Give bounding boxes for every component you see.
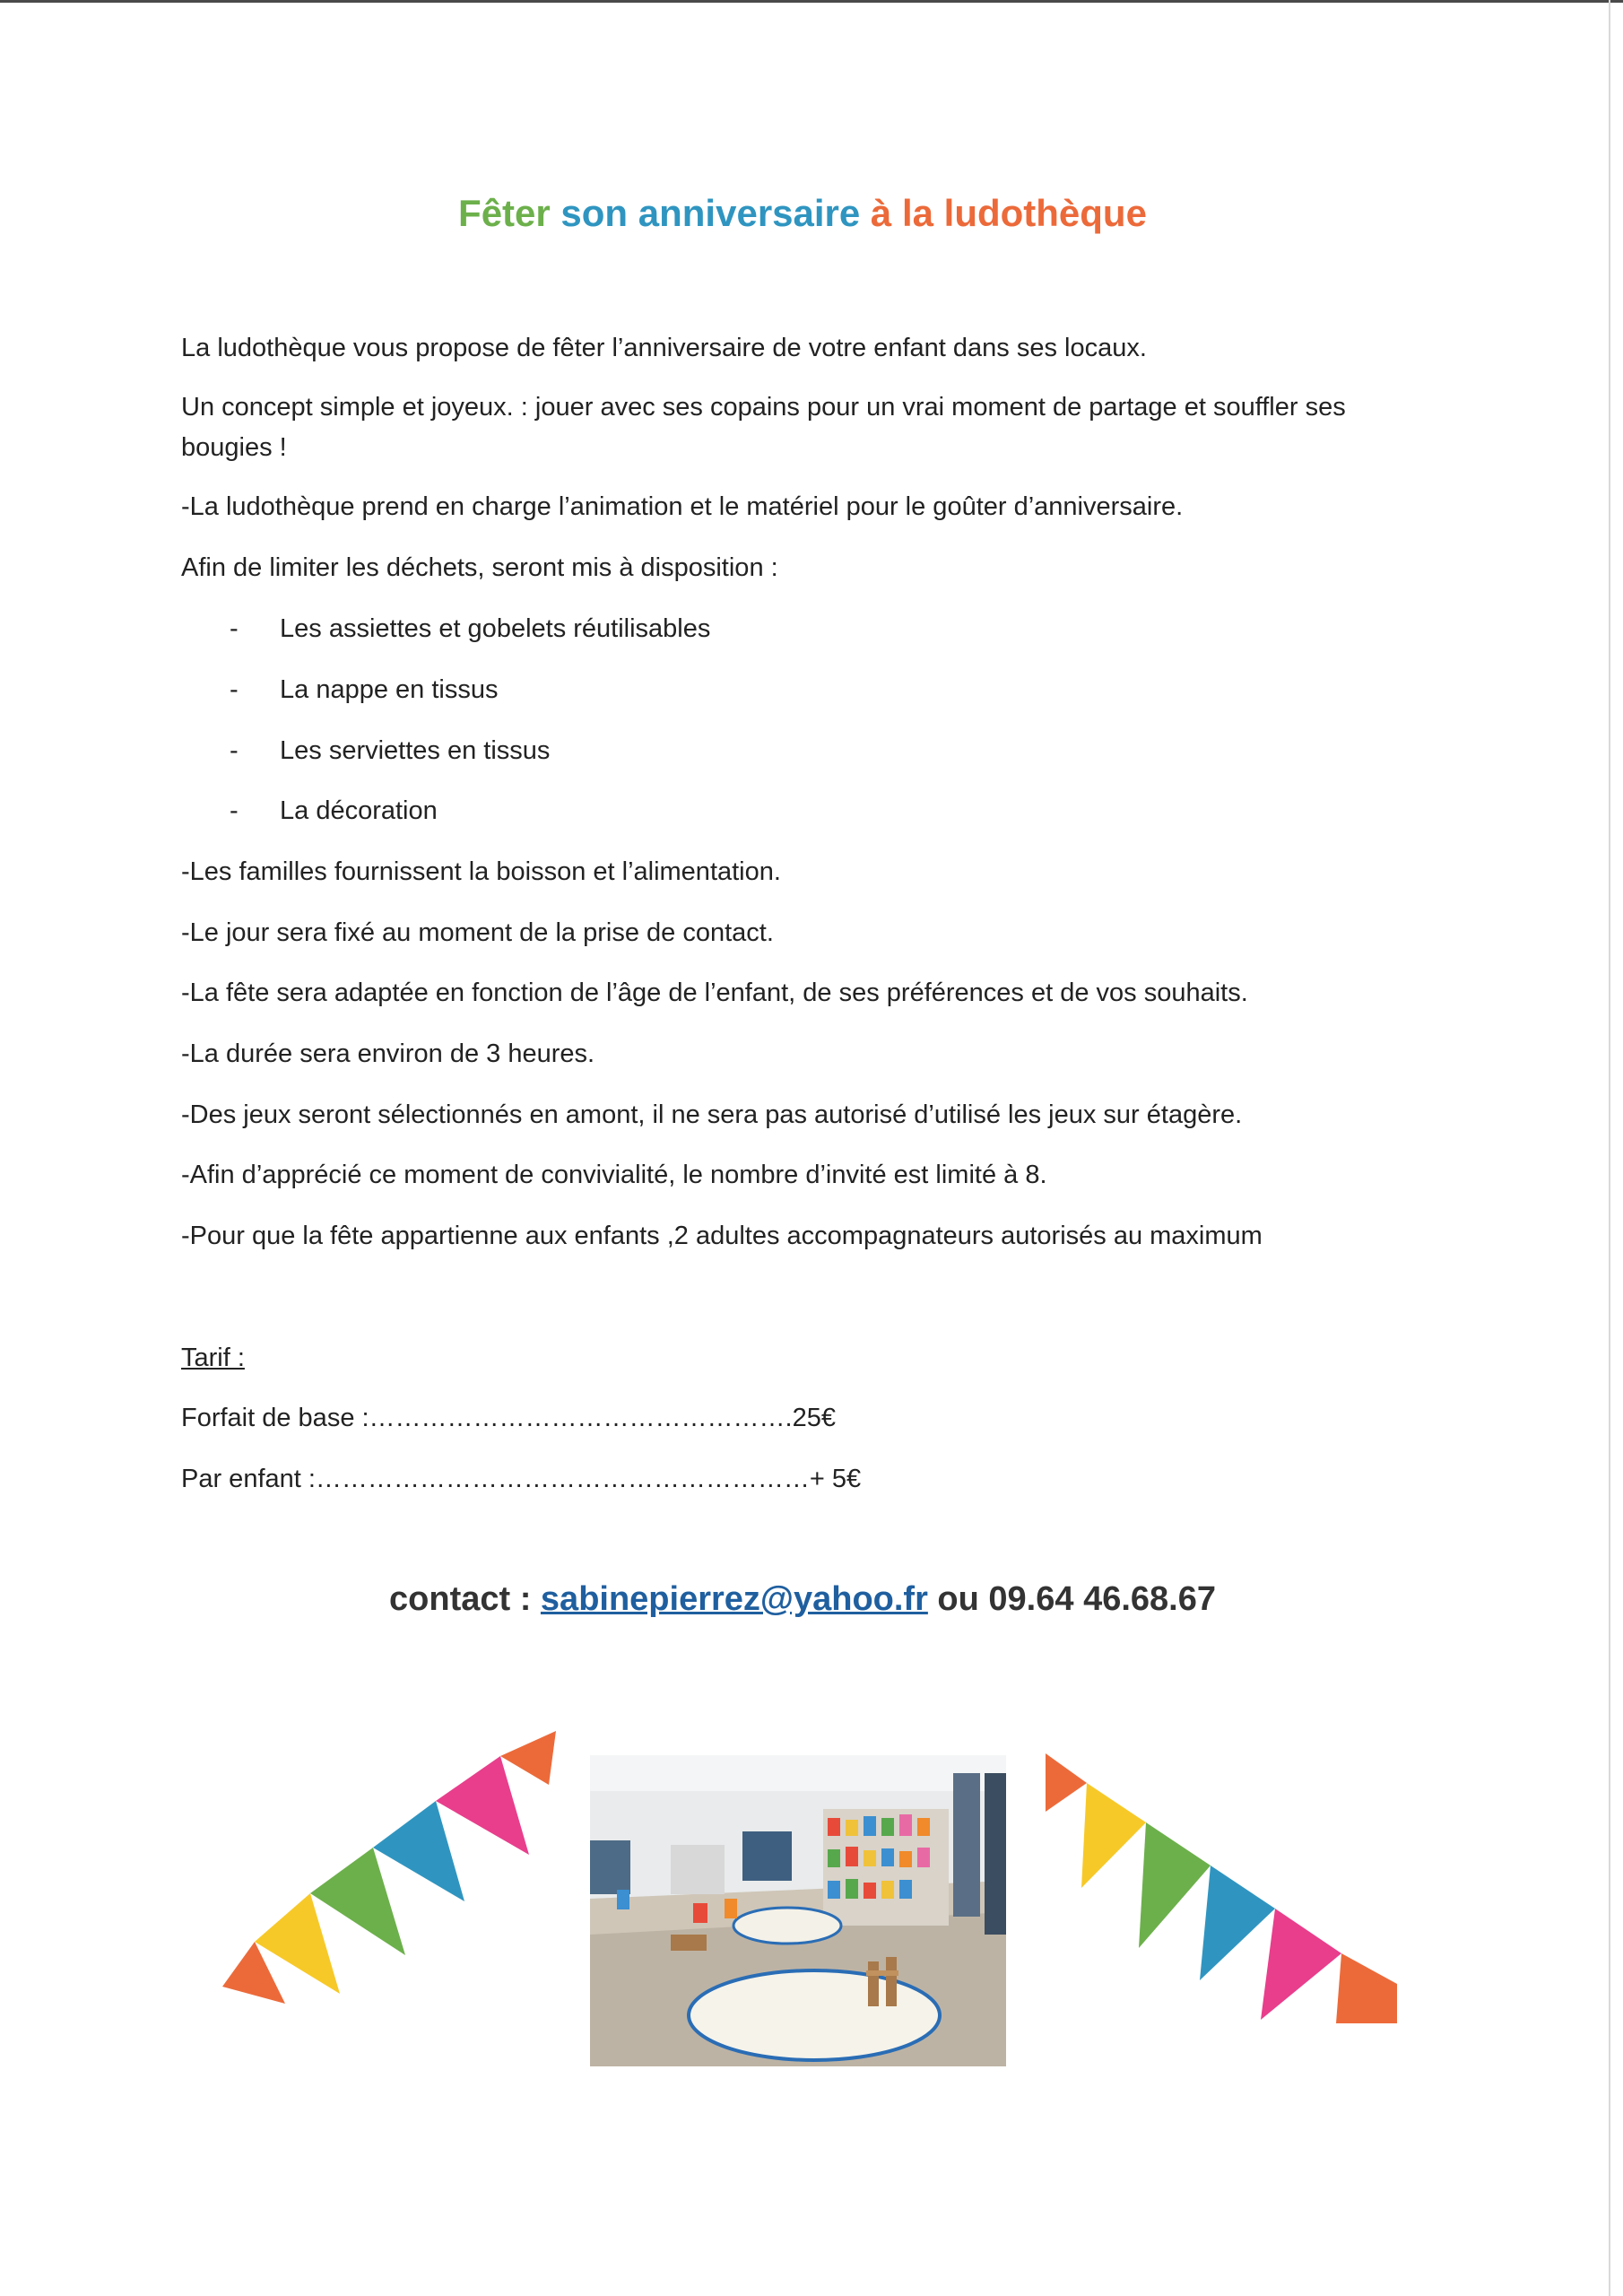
rule-line: -Le jour sera fixé au moment de la prise de contact. — [181, 918, 774, 947]
flag-pink — [436, 1756, 529, 1855]
list-dash: - — [230, 796, 239, 825]
title-part-feter: Fêter — [458, 192, 551, 234]
rule-line: -Afin d’apprécié ce moment de convivialité, le nombre d’invité est limité à 8. — [181, 1161, 1047, 1189]
title-part-anniversaire: son anniversaire — [560, 192, 861, 234]
concept-paragraph: Un concept simple et joyeux. : jouer avec ses copains pour un vrai moment de partage et souffler ses bougies ! — [181, 393, 1346, 462]
contact-line — [0, 1580, 1605, 1619]
contact-email-link[interactable]: sabinepierrez@yahoo.fr — [540, 1580, 928, 1618]
list-item-text: La décoration — [280, 796, 438, 825]
scan-edge-right — [1609, 0, 1610, 2296]
flag-green — [310, 1848, 405, 1955]
flag-orange-right-end — [1336, 1953, 1397, 2023]
rule-line: -Pour que la fête appartienne aux enfants ,2 adultes accompagnateurs autorisés au maximum — [181, 1222, 1263, 1250]
right-bunting-decoration — [1040, 1749, 1399, 2029]
flag-blue — [373, 1801, 464, 1901]
page-title — [0, 192, 1605, 235]
contact-phone: ou 09.64 46.68.67 — [927, 1580, 1216, 1618]
flag-yellow — [1081, 1783, 1146, 1888]
list-dash: - — [230, 736, 239, 765]
rule-line: -La fête sera adaptée en fonction de l’âge de l’enfant, de ses préférences et de vos souhaits. — [181, 978, 1248, 1007]
scan-edge-top — [0, 0, 1623, 3]
list-item-text: Les assiettes et gobelets réutilisables — [280, 614, 711, 643]
flag-pink — [1261, 1909, 1341, 2020]
title-part-ludotheque: à la ludothèque — [870, 192, 1147, 234]
list-dash: - — [230, 675, 239, 704]
rule-line: -Des jeux seront sélectionnés en amont, il ne sera pas autorisé d’utilisé les jeux sur étagère. — [181, 1100, 1243, 1129]
flag-orange-right-end — [500, 1731, 556, 1785]
room-photo-drawing — [590, 1755, 1006, 2066]
animation-paragraph: -La ludothèque prend en charge l’animation et le matériel pour le goûter d’anniversaire. — [181, 492, 1184, 521]
flag-blue — [1200, 1866, 1275, 1980]
list-item-text: Les serviettes en tissus — [280, 736, 551, 765]
rule-line: -La durée sera environ de 3 heures. — [181, 1039, 595, 1068]
contact-label: contact : — [389, 1580, 541, 1618]
ludotheque-room-photo — [590, 1755, 1006, 2066]
tarif-base-price: Forfait de base :………………………………………….25€ — [181, 1404, 836, 1432]
list-dash: - — [230, 614, 239, 643]
waste-paragraph: Afin de limiter les déchets, seront mis à disposition : — [181, 553, 778, 582]
flag-green — [1139, 1822, 1211, 1948]
rule-line: -Les familles fournissent la boisson et l’alimentation. — [181, 857, 781, 886]
tarif-heading: Tarif : — [181, 1344, 245, 1372]
left-bunting-decoration — [212, 1729, 561, 2009]
intro-paragraph: La ludothèque vous propose de fêter l’anniversaire de votre enfant dans ses locaux. — [181, 334, 1147, 362]
list-item-text: La nappe en tissus — [280, 675, 499, 704]
flag-orange-left-end — [1046, 1753, 1087, 1812]
tarif-per-child-price: Par enfant :…………………………………………………+ 5€ — [181, 1465, 862, 1493]
